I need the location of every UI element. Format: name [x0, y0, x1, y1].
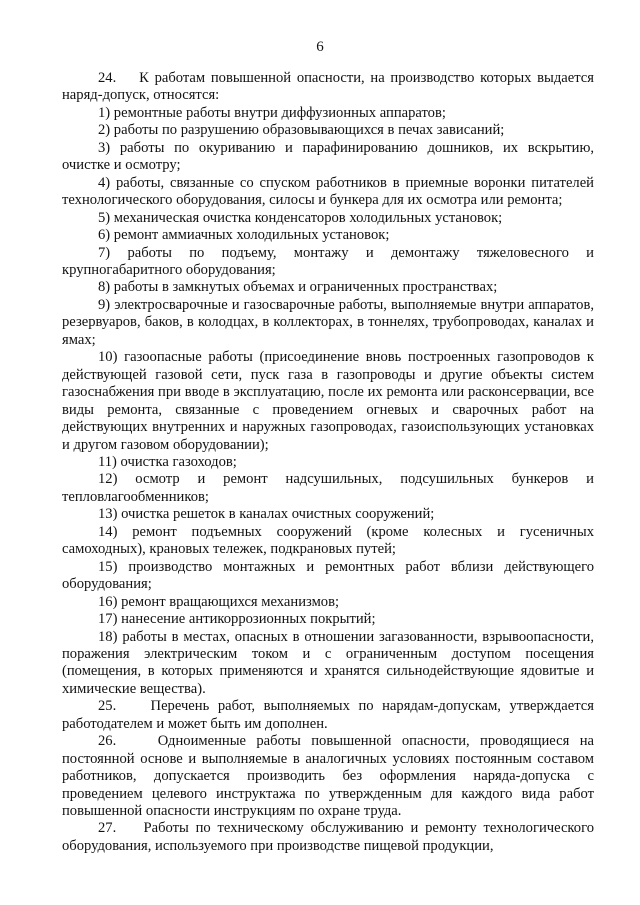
- list-item-16: 16) ремонт вращающихся механизмов;: [98, 593, 340, 610]
- paragraph-25: 25. Перечень работ, выполняемых по нарядам-допускам, утверждается работодателем и может быть им дополнен.: [62, 698, 594, 732]
- list-item-7: 7) работы по подъему, монтажу и демонтажу тяжеловесного и крупногабаритного оборудования;: [62, 244, 594, 278]
- paragraph-26: 26. Одноименные работы повышенной опасности, проводящиеся на постоянной основе и выполняемые в аналогичных условиях постоянным составом работников, допускается производить без оформления наряда-допуска с проведением целевого инструктажа по утвержденным для каждого вида работ повышенной опасности инструкциям по охране труда.: [62, 733, 594, 820]
- list-item-3: 3) работы по окуриванию и парафинированию дошников, их вскрытию, очистке и осмотру;: [62, 139, 594, 174]
- list-item-18: 18) работы в местах, опасных в отношении загазованности, взрывоопасности, поражения электрическим током и с ограниченным доступом посещения (помещения, в которых применяются и хранятся сильнодействующие ядовитые и химические вещества).: [62, 628, 594, 697]
- list-item-1: 1) ремонтные работы внутри диффузионных аппаратов;: [98, 104, 446, 121]
- list-item-12: 12) осмотр и ремонт надсушильных, подсушильных бункеров и тепловлагообменников;: [62, 471, 594, 505]
- list-item-4: 4) работы, связанные со спуском работников в приемные воронки питателей технологического оборудования, силосы и бункера для их осмотра или ремонта;: [62, 174, 594, 209]
- list-item-8: 8) работы в замкнутых объемах и ограниченных пространствах;: [98, 279, 498, 296]
- list-item-5: 5) механическая очистка конденсаторов холодильных установок;: [98, 209, 503, 226]
- list-item-2: 2) работы по разрушению образовывающихся в печах зависаний;: [98, 122, 505, 139]
- paragraph-24-intro: 24. К работам повышенной опасности, на производство которых выдается наряд-допуск, относятся:: [62, 70, 594, 104]
- document-body: [62, 70, 594, 855]
- list-item-13: 13) очистка решеток в каналах очистных сооружений;: [98, 506, 435, 523]
- list-item-6: 6) ремонт аммиачных холодильных установок;: [98, 227, 390, 244]
- list-item-15: 15) производство монтажных и ремонтных работ вблизи действующего оборудования;: [62, 558, 594, 593]
- list-item-9: 9) электросварочные и газосварочные работы, выполняемые внутри аппаратов, резервуаров, баков, в колодцах, в коллекторах, в тоннелях, трубопроводах, каналах и ямах;: [62, 296, 594, 348]
- list-item-10: 10) газоопасные работы (присоединение вновь построенных газопроводов к действующей газовой сети, пуск газа в газопроводы и другие объекты систем газоснабжения при вводе в эксплуатацию, после их ремонта или расконсервации, все виды ремонта, связанные с проведением огневых и сварочных работ на действующих внутренних и наружных газопроводах, газоиспользующих установках и другом газовом оборудовании);: [62, 349, 594, 453]
- list-item-17: 17) нанесение антикоррозионных покрытий;: [98, 611, 376, 628]
- page-number: 6: [316, 39, 324, 55]
- paragraph-27: 27. Работы по техническому обслуживанию и ремонту технологического оборудования, используемого при производстве пищевой продукции,: [62, 820, 594, 854]
- list-item-14: 14) ремонт подъемных сооружений (кроме колесных и гусеничных самоходных), крановых тележек, подкрановых путей;: [62, 523, 594, 558]
- list-item-11: 11) очистка газоходов;: [98, 453, 237, 470]
